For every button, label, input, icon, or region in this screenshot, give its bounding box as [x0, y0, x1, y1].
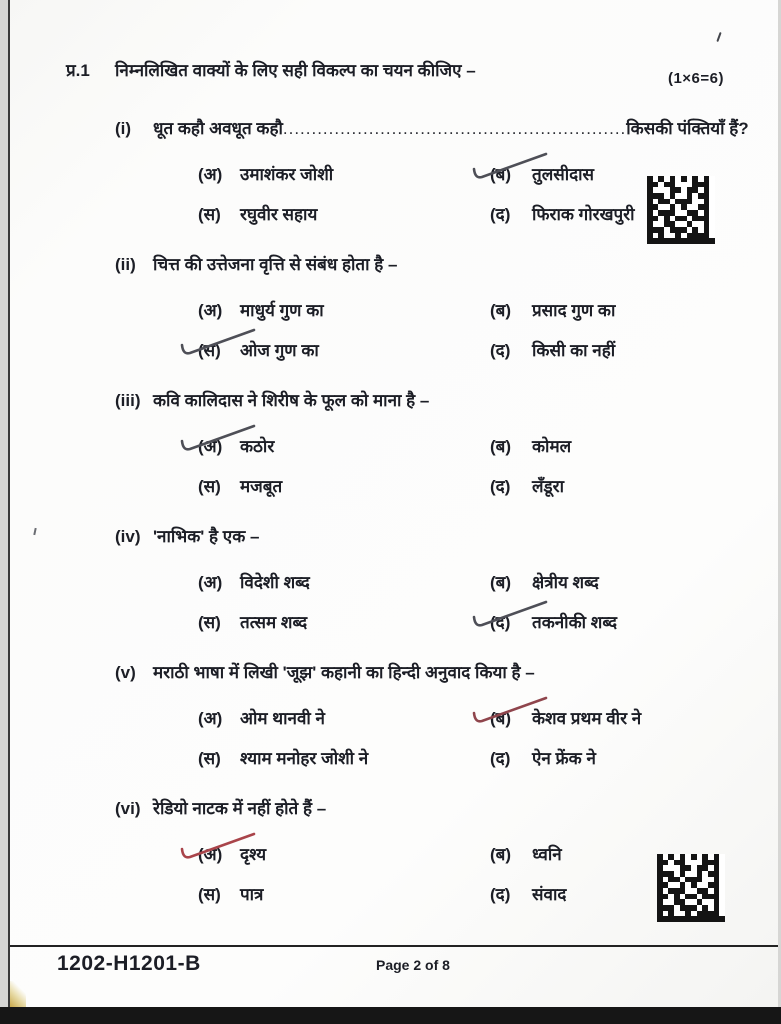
option [198, 570, 490, 596]
option-label: (स) [198, 338, 240, 364]
scan-edge-line [8, 0, 10, 1007]
option-label: (ब) [490, 437, 512, 456]
option-text: तुलसीदास [532, 165, 595, 184]
option [490, 338, 778, 364]
option [198, 162, 490, 188]
option-label: (ब) [490, 706, 532, 732]
question-text-before: 'नाभिक' है एक – [153, 527, 260, 546]
option-text: संवाद [532, 885, 567, 904]
question-text-after: किसकी पंक्तियाँ हैं? [626, 119, 749, 138]
option [198, 298, 490, 324]
question-number: (iii) [115, 391, 141, 410]
option [490, 706, 778, 732]
option-label: (ब) [490, 845, 512, 864]
question-number: (ii) [115, 255, 136, 274]
option [490, 746, 778, 772]
footer-divider [10, 945, 778, 947]
option [198, 706, 490, 732]
option-text: क्षेत्रीय शब्द [532, 573, 599, 592]
option-label: (स) [198, 749, 221, 768]
question-line [115, 524, 778, 550]
option-label: (अ) [198, 842, 240, 868]
option-text: प्रसाद गुण का [532, 301, 616, 320]
option-label: (अ) [198, 573, 223, 592]
option-text: लँडूरा [532, 477, 564, 496]
option-text: उमाशंकर जोशी [240, 165, 334, 184]
option-text: विदेशी शब्द [240, 573, 310, 592]
options-grid [198, 570, 778, 636]
option-text: तत्सम शब्द [240, 613, 308, 632]
option-text: मजबूत [240, 477, 283, 496]
option [490, 202, 778, 228]
options-grid [198, 434, 778, 500]
option-label: (अ) [198, 301, 223, 320]
question-block [66, 388, 778, 500]
option [490, 474, 778, 500]
option [490, 162, 778, 188]
question-text-before: मराठी भाषा में लिखी 'जूझ' कहानी का हिन्दी अनुवाद किया है – [153, 663, 535, 682]
question-text-before: कवि कालिदास ने शिरीष के फूल को माना है – [153, 391, 430, 410]
option-text: किसी का नहीं [532, 341, 616, 360]
option-label: (स) [198, 205, 221, 224]
options-grid [198, 706, 778, 772]
option-text: ओम थानवी ने [240, 709, 325, 728]
question-text [153, 252, 397, 278]
question-line [115, 388, 778, 414]
option-label: (द) [490, 341, 511, 360]
main-question-number: प्र.1 [66, 61, 90, 80]
option-text: पात्र [240, 885, 264, 904]
option [490, 842, 778, 868]
option-label: (द) [490, 205, 511, 224]
paper-code: 1202-H1201-B [57, 952, 201, 975]
option-label: (द) [490, 885, 511, 904]
option-label: (अ) [198, 434, 240, 460]
page-number-label: Page 2 of 8 [376, 957, 450, 973]
datamatrix-barcode-top [647, 176, 715, 244]
marks-label: (1×6=6) [667, 70, 724, 87]
option [198, 474, 490, 500]
option [198, 338, 490, 364]
option-label: (स) [198, 477, 221, 496]
option-label: (स) [198, 613, 221, 632]
question-line [115, 660, 778, 686]
question-text-before: रेडियो नाटक में नहीं होते हैं – [153, 799, 327, 818]
option-label: (अ) [198, 709, 223, 728]
option-label: (ब) [490, 573, 512, 592]
question-line [115, 252, 778, 278]
option-label: (द) [490, 477, 511, 496]
option-text: केशव प्रथम वीर ने [532, 709, 642, 728]
dotted-blank: ............................................................ [282, 119, 627, 138]
option-text: कोमल [532, 437, 572, 456]
option-label: (द) [490, 610, 532, 636]
scan-bottom-shadow [0, 1007, 781, 1024]
question-text [153, 116, 749, 142]
option [490, 570, 778, 596]
question-number: (v) [115, 663, 136, 682]
question-block [66, 524, 778, 636]
question-text-before: चित्त की उत्तेजना वृत्ति से संबंध होता है – [153, 255, 398, 274]
option [198, 434, 490, 460]
option-text: श्याम मनोहर जोशी ने [240, 749, 369, 768]
option-text: ओज गुण का [240, 341, 319, 360]
option [198, 882, 490, 908]
question-text [153, 796, 326, 822]
question-text [153, 388, 429, 414]
question-number: (i) [115, 119, 132, 138]
option-label: (द) [490, 749, 511, 768]
option [198, 610, 490, 636]
option-label: (ब) [490, 301, 512, 320]
option-label: (अ) [198, 165, 223, 184]
question-number: (vi) [115, 799, 141, 818]
option-label: (स) [198, 885, 221, 904]
option-text: फिराक गोरखपुरी [532, 205, 635, 224]
option [490, 298, 778, 324]
question-number: (iv) [115, 527, 141, 546]
datamatrix-barcode-bottom [657, 854, 725, 922]
option-text: ऐन फ्रेंक ने [532, 749, 596, 768]
question-block [66, 252, 778, 364]
option [490, 610, 778, 636]
exam-paper-sheet [10, 0, 778, 1007]
option [490, 434, 778, 460]
option [490, 882, 778, 908]
options-grid [198, 298, 778, 364]
option-text: ध्वनि [532, 845, 562, 864]
question-text-before: धूत कहौ अवधूत कहौ [153, 119, 283, 138]
question-text [153, 660, 535, 686]
question-line [115, 796, 778, 822]
question-text [153, 524, 259, 550]
option-text: कठोर [240, 437, 275, 456]
option-text: माधुर्य गुण का [240, 301, 324, 320]
question-instruction: निम्नलिखित वाक्यों के लिए सही विकल्प का चयन कीजिए – [115, 61, 476, 80]
option-text: दृश्य [240, 845, 267, 864]
question-block [66, 660, 778, 772]
question-line [115, 116, 778, 142]
option-text: रघुवीर सहाय [240, 205, 318, 224]
option [198, 202, 490, 228]
option-text: तकनीकी शब्द [532, 613, 618, 632]
option-label: (ब) [490, 162, 532, 188]
option [198, 842, 490, 868]
option [198, 746, 490, 772]
